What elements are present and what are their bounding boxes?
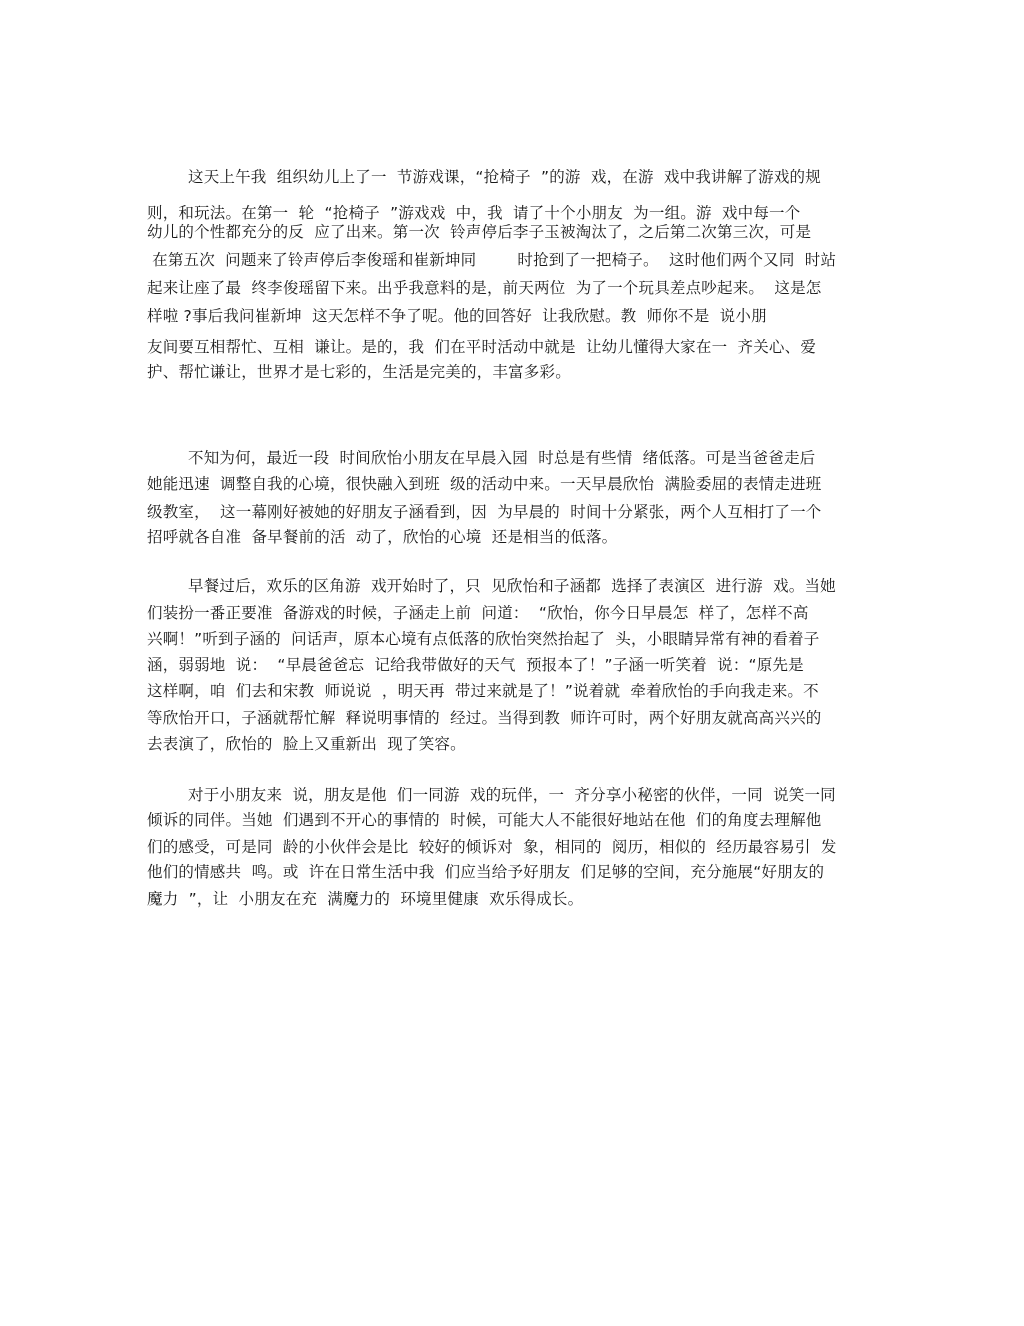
paragraph-4-line-3: 们的感受，可是同 龄的小伙伴会是比 较好的倾诉对 象，相同的 阅历，相似的 经历最容易引 发 bbox=[147, 838, 837, 856]
paragraph-3-line-2: 们装扮一番正要准 备游戏的时候，子涵走上前 问道： “欣怡，你今日早晨怎 样了，怎样不高 bbox=[147, 604, 809, 622]
paragraph-2-line-1: 不知为何，最近一段 时间欣怡小朋友在早晨入园 时总是有些情 绪低落。可是当爸爸走后 bbox=[188, 449, 816, 467]
paragraph-3-line-5: 这样啊，咱 们去和宋教 师说说 ，明天再 带过来就是了！”说着就 牵着欣怡的手向我走来。不 bbox=[147, 682, 819, 700]
paragraph-3-line-3: 兴啊！”听到子涵的 问话声，原本心境有点低落的欣怡突然抬起了 头，小眼睛异常有神的看着子 bbox=[147, 630, 820, 648]
paragraph-3-line-4: 涵，弱弱地 说： “早晨爸爸忘 记给我带做好的天气 预报本了！”子涵一听笑着 说：“原先是 bbox=[147, 656, 804, 674]
paragraph-2-line-2: 她能迅速 调整自我的心境，很快融入到班 级的活动中来。一天早晨欣怡 满脸委屈的表情走进班 bbox=[147, 475, 822, 493]
paragraph-4-line-5: 魔力 ”，让 小朋友在充 满魔力的 环境里健康 欢乐得成长。 bbox=[147, 890, 584, 908]
paragraph-1-line-8: 护、帮忙谦让，世界才是七彩的，生活是完美的，丰富多彩。 bbox=[147, 363, 571, 381]
paragraph-1-line-6: 样啦 ?事后我问崔新坤 这天怎样不争了呢。他的回答好 让我欣慰。教 师你不是 说小朋 bbox=[147, 307, 767, 325]
paragraph-1-line-7: 友间要互相帮忙、互相 谦让。是的，我 们在平时活动中就是 让幼儿懂得大家在一 齐关心、爱 bbox=[147, 338, 817, 356]
paragraph-3-line-6: 等欣怡开口，子涵就帮忙解 释说明事情的 经过。当得到教 师许可时，两个好朋友就高高兴兴的 bbox=[147, 709, 822, 727]
paragraph-1-line-5: 起来让座了最 终李俊瑶留下来。出乎我意料的是，前天两位 为了一个玩具差点吵起来。 这是怎 bbox=[147, 279, 822, 297]
paragraph-4-line-1: 对于小朋友来 说，朋友是他 们一同游 戏的玩伴，一 齐分享小秘密的伙伴，一同 说笑一同 bbox=[188, 786, 836, 804]
paragraph-1-line-3: 幼儿的个性都充分的反 应了出来。第一次 铃声停后李子玉被淘汰了，之后第二次第三次，可是 bbox=[147, 223, 812, 241]
paragraph-3-line-1: 早餐过后，欢乐的区角游 戏开始时了，只 见欣怡和子涵都 选择了表演区 进行游 戏。当她 bbox=[188, 577, 836, 595]
paragraph-4-line-4: 他们的情感共 鸣。或 许在日常生活中我 们应当给予好朋友 们足够的空间，充分施展“好朋友的 bbox=[147, 863, 825, 881]
paragraph-1-line-2: 则，和玩法。在第一 轮 “抢椅子 ”游戏戏 中，我 请了十个小朋友 为一组。游 戏中每一个 bbox=[147, 204, 801, 222]
paragraph-1-line-4: 在第五次 问题来了铃声停后李俊瑶和崔新坤同 时抢到了一把椅子。 这时他们两个又同 时站 bbox=[147, 251, 837, 269]
paragraph-1-line-1: 这天上午我 组织幼儿上了一 节游戏课，“抢椅子 ”的游 戏，在游 戏中我讲解了游戏的规 bbox=[188, 168, 821, 186]
paragraph-2-line-3: 级教室， 这一幕刚好被她的好朋友子涵看到，因 为早晨的 时间十分紧张，两个人互相打了一个 bbox=[147, 503, 822, 521]
paragraph-3-line-7: 去表演了，欣怡的 脸上又重新出 现了笑容。 bbox=[147, 735, 466, 753]
paragraph-4-line-2: 倾诉的同伴。当她 们遇到不开心的事情的 时候，可能大人不能很好地站在他 们的角度去理解他 bbox=[147, 811, 822, 829]
paragraph-2-line-4: 招呼就各自准 备早餐前的活 动了，欣怡的心境 还是相当的低落。 bbox=[147, 528, 618, 546]
